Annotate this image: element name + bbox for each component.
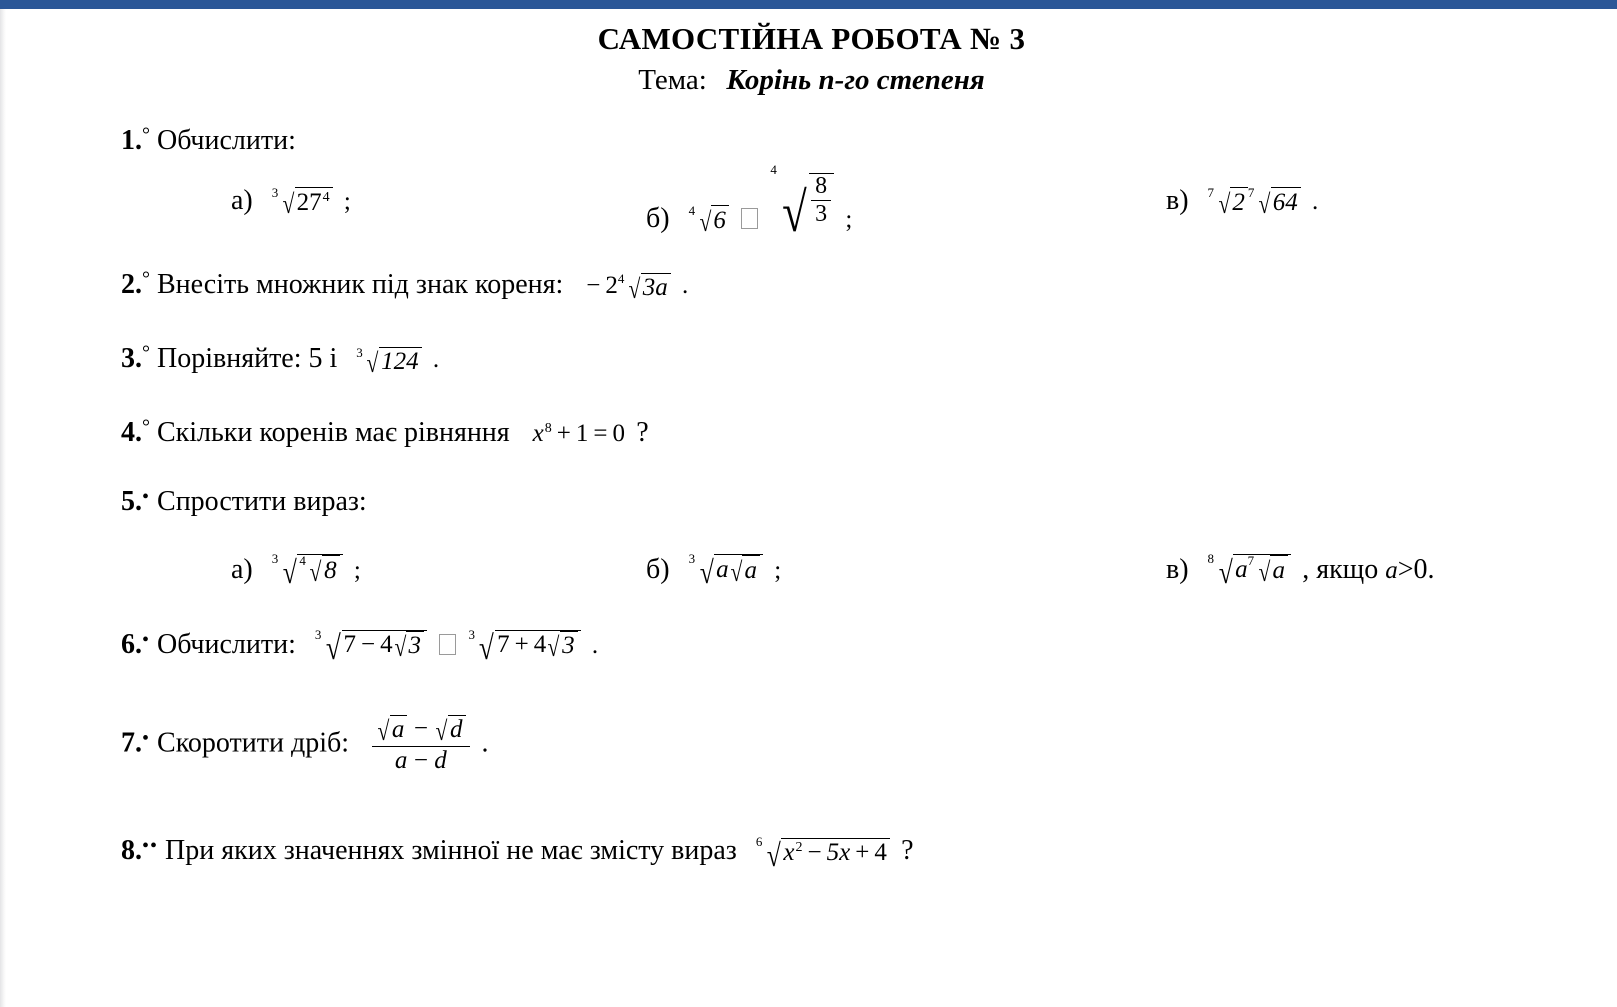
subtitle-prefix: Тема:	[638, 64, 707, 97]
radicand	[1233, 554, 1291, 586]
subitem-label-a: а)	[231, 184, 253, 216]
task-4-number: 4.	[121, 416, 142, 448]
radical-index: 8	[1207, 550, 1215, 566]
variable-a: a	[394, 746, 408, 774]
task-3-text: Порівняйте: 5 і	[157, 342, 338, 374]
radical-sign-icon: √	[309, 556, 322, 587]
terminator-period: .	[432, 345, 440, 373]
radicand: 124	[379, 347, 422, 374]
radical	[546, 632, 577, 663]
radicand: 8	[322, 555, 340, 585]
condition-variable: a	[1385, 556, 1398, 584]
radicand	[781, 838, 889, 865]
exponent: 2	[795, 840, 803, 856]
fraction-denominator	[372, 746, 470, 774]
radical-sign-icon: √	[1258, 189, 1271, 220]
degree-marker: °	[142, 341, 150, 364]
equals-sign: =	[593, 419, 608, 447]
task-7-text: Скоротити дріб:	[157, 727, 349, 759]
terminator-period: .	[591, 631, 599, 659]
radical-sign-icon: √	[394, 632, 407, 663]
radical	[314, 626, 427, 667]
expr-2	[586, 270, 689, 304]
plus-sign: +	[855, 839, 870, 867]
radical-index: 7	[1247, 185, 1255, 201]
radical-index: 3	[314, 626, 322, 642]
terminator-question: ?	[636, 416, 649, 448]
task-7-number: 7.	[121, 727, 142, 759]
radical-sign-icon: √	[547, 632, 560, 663]
radicand: 64	[1271, 187, 1301, 217]
task-5-subitem-a	[231, 550, 361, 590]
radical	[299, 552, 339, 587]
subitem-label-c: в)	[1166, 184, 1189, 216]
radical-sign-icon: √	[699, 553, 714, 590]
task-8-text: При яких значеннях змінної не має змісту вираз	[165, 834, 737, 866]
plus-sign: +	[514, 630, 529, 658]
expr-3	[356, 344, 440, 378]
expr-5b	[688, 550, 782, 590]
task-3-number: 3.	[121, 342, 142, 374]
radical-index: 7	[1247, 552, 1255, 568]
radicand: 2	[1230, 187, 1248, 217]
task-8	[6, 834, 1617, 874]
radical	[729, 556, 760, 586]
task-1-subitem-b	[646, 161, 853, 244]
terminator-semicolon: ;	[353, 556, 361, 584]
zero: 0	[612, 419, 625, 447]
expr-1c	[1207, 185, 1319, 220]
radical-index: 4	[770, 161, 777, 177]
page-subtitle	[6, 65, 1617, 97]
seven: 7	[497, 630, 510, 658]
radical	[1247, 552, 1288, 587]
radical	[376, 716, 407, 747]
variable-a: a	[716, 555, 729, 583]
radical	[1247, 185, 1301, 220]
minus-sign: −	[361, 630, 376, 658]
radical-index: 3	[356, 344, 363, 360]
terminator-period: .	[1311, 187, 1319, 215]
radicand	[714, 554, 763, 586]
task-1-subitems	[6, 161, 1617, 257]
radicand: 3a	[641, 273, 671, 300]
radical	[1207, 185, 1248, 220]
radicand: a	[742, 555, 760, 585]
fraction-denominator: 3	[811, 200, 831, 227]
task-2-number: 2.	[121, 268, 142, 300]
expr-7-fraction	[372, 716, 470, 774]
radical	[468, 626, 580, 667]
radical	[755, 834, 890, 874]
radicand: 6	[711, 205, 729, 235]
task-1-subitem-c	[1166, 185, 1318, 218]
radicand	[809, 173, 834, 228]
coefficient: 2	[605, 271, 618, 299]
radical	[617, 270, 671, 304]
expr-4	[533, 420, 632, 447]
radical-sign-icon: √	[1258, 556, 1270, 587]
radical	[356, 344, 421, 378]
minus-sign: −	[807, 839, 822, 867]
expr-1b	[688, 161, 853, 244]
radicand	[297, 554, 342, 586]
missing-glyph-box	[741, 208, 758, 229]
variable-x: x	[532, 419, 544, 447]
terminator-semicolon: ;	[343, 187, 351, 215]
task-5-number: 5.	[121, 485, 142, 517]
four: 4	[533, 630, 547, 658]
task-8-number: 8.	[121, 834, 142, 866]
radical	[434, 716, 465, 747]
expr-5c	[1207, 550, 1298, 590]
radical	[688, 550, 763, 590]
radical-index: 4	[299, 552, 306, 568]
expr-5a	[271, 550, 361, 590]
radicand	[342, 630, 427, 663]
radicand: d	[448, 715, 466, 743]
task-5-subitem-c	[1166, 550, 1435, 590]
radical-index: 7	[1207, 185, 1215, 201]
variable-d: d	[434, 746, 447, 774]
task-7	[6, 716, 1617, 774]
minus-sign: −	[586, 271, 601, 299]
task-4-text: Скільки коренів має рівняння	[157, 416, 510, 448]
radical-sign-icon: √	[1218, 553, 1233, 590]
radicand: 3	[406, 631, 424, 658]
page-title: САМОСТІЙНА РОБОТА № 3	[597, 21, 1026, 56]
terminator-period: .	[681, 271, 689, 299]
radical	[271, 185, 333, 220]
radical-index: 3	[468, 626, 475, 642]
task-6	[6, 626, 1617, 667]
radical-sign-icon: √	[699, 207, 711, 238]
condition-text: , якщо	[1302, 553, 1386, 585]
radical	[271, 550, 343, 590]
task-3	[6, 341, 1617, 378]
degree-marker: °	[142, 415, 150, 438]
subitem-label-b: б)	[646, 553, 670, 585]
degree-marker: °	[142, 123, 150, 146]
subitem-label-a: а)	[231, 553, 253, 585]
radical-index: 6	[755, 834, 763, 850]
radicand-exponent: 4	[322, 190, 330, 206]
radical-sign-icon: √	[628, 273, 641, 304]
fraction-numerator: 8	[815, 172, 828, 199]
radical-sign-icon: √	[366, 347, 379, 378]
variable-x: x	[783, 839, 795, 867]
bullet-marker: •	[142, 485, 151, 508]
radical-index: 4	[688, 203, 696, 219]
condition-tail: >0.	[1397, 553, 1435, 585]
radical-sign-icon: √	[730, 556, 742, 587]
variable-a: a	[1235, 555, 1248, 583]
four: 4	[380, 630, 393, 658]
radicand	[495, 630, 580, 663]
task-5	[6, 487, 1617, 516]
task-5-text: Спростити вираз:	[157, 485, 367, 517]
terminator-question: ?	[901, 834, 914, 866]
radical	[393, 632, 424, 663]
degree-marker: °	[142, 267, 150, 290]
radical-sign-icon: √	[479, 629, 495, 667]
radicand: a	[390, 715, 408, 743]
four: 4	[874, 839, 887, 867]
task-2-text: Внесіть множник під знак кореня:	[157, 268, 564, 300]
expr-6	[314, 626, 599, 667]
task-4	[6, 417, 1617, 447]
bullet-marker: •	[142, 628, 151, 651]
subtitle-topic: Корінь n-го степеня	[726, 64, 985, 97]
task-2	[6, 267, 1617, 304]
radicand-base: 27	[296, 189, 322, 217]
term-5x: 5x	[826, 839, 851, 867]
bullet-marker: •	[142, 727, 151, 750]
radical	[688, 203, 729, 238]
task-5-subitems	[6, 550, 1617, 614]
radicand	[295, 187, 333, 217]
terminator-semicolon: ;	[774, 556, 782, 584]
task-1	[6, 125, 1617, 155]
expr-1a	[271, 185, 351, 220]
radical-sign-icon: √	[282, 189, 295, 220]
task-1-text: Обчислити:	[157, 124, 296, 156]
minus-sign: −	[412, 746, 430, 774]
terminator-semicolon: ;	[845, 205, 853, 233]
double-bullet-marker: ••	[142, 834, 159, 857]
fraction-numerator	[372, 716, 470, 745]
exponent: 8	[544, 420, 552, 436]
radical-sign-icon: √	[282, 553, 297, 590]
radicand: 3	[560, 631, 578, 658]
seven: 7	[343, 630, 357, 658]
expr-8	[755, 834, 896, 874]
radical-sign-icon: √	[1218, 189, 1230, 220]
radical	[770, 161, 834, 252]
radicand: a	[1270, 555, 1288, 585]
fraction	[811, 174, 831, 227]
task-6-number: 6.	[121, 628, 142, 660]
task-5-subitem-b	[646, 550, 782, 590]
document-sheet	[6, 9, 1617, 1007]
minus-sign: −	[412, 715, 430, 743]
radical-sign-icon: √	[325, 629, 341, 667]
radical-index: 3	[271, 185, 279, 201]
task-6-text: Обчислити:	[157, 628, 296, 660]
radical-index: 4	[617, 270, 625, 286]
plus-sign: +	[556, 419, 571, 447]
subitem-label-b: б)	[646, 202, 670, 234]
radical	[1207, 550, 1291, 590]
missing-glyph-box	[439, 634, 456, 655]
radical-sign-icon: √	[377, 716, 390, 747]
subitem-label-c: в)	[1166, 553, 1189, 585]
radical-sign-icon: √	[435, 716, 448, 747]
window-accent-bar	[0, 0, 1617, 9]
task-1-subitem-a	[231, 185, 351, 218]
radical-sign-icon: √	[766, 837, 781, 874]
radical-sign-icon: √	[782, 181, 808, 244]
terminator-period: .	[481, 727, 489, 759]
one: 1	[575, 419, 589, 447]
radical-index: 3	[688, 550, 696, 566]
task-1-number: 1.	[121, 124, 142, 156]
radical-index: 3	[271, 550, 279, 566]
